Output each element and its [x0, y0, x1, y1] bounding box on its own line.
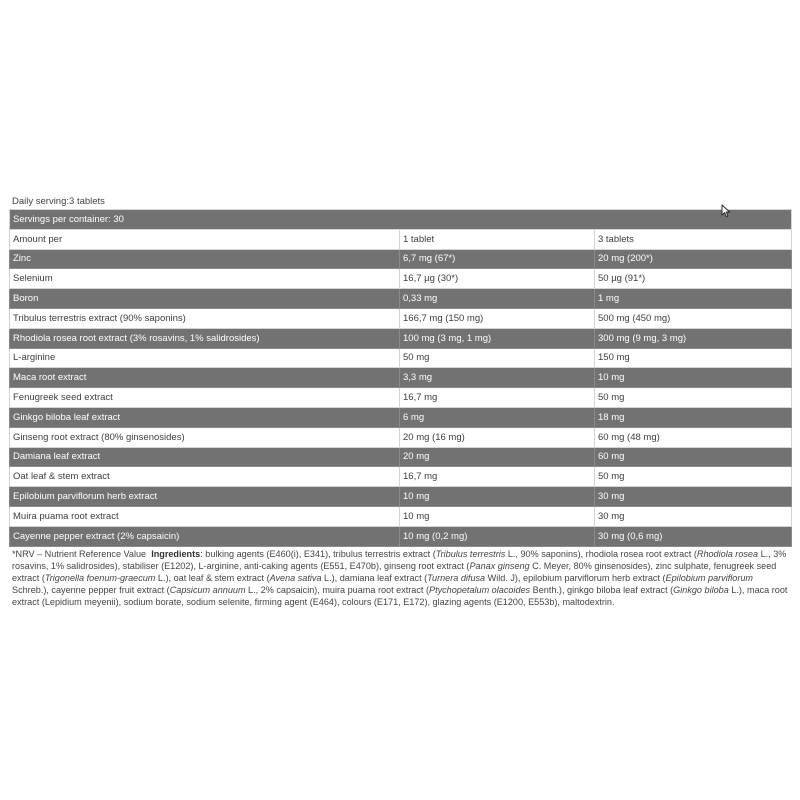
nrv-note: *NRV – Nutrient Reference Value — [12, 548, 147, 559]
servings-per-container: Servings per container: 30 — [10, 210, 792, 230]
ingredient-latin-name: Ginkgo biloba — [673, 585, 729, 596]
nutrient-name: Damiana leaf extract — [10, 447, 400, 467]
table-row — [10, 506, 792, 526]
column-header-amount: Amount per — [10, 229, 400, 249]
ingredient-text: L., 3% rosavins, 1% salidrosides), stabiliser (E1202), L-arginine, anti-caking agents (E551, E470b), ginseng root extract ( — [12, 548, 787, 571]
nutrient-name: Epilobium parviflorum herb extract — [10, 487, 400, 507]
nutrient-name: Muira puama root extract — [10, 506, 400, 526]
nutrient-name: L-arginine — [10, 348, 400, 368]
amount-3-tablets: 20 mg (200*) — [595, 249, 792, 269]
amount-1-tablet: 16,7 µg (30*) — [400, 269, 595, 289]
amount-1-tablet: 50 mg — [400, 348, 595, 368]
amount-1-tablet: 16,7 mg — [400, 467, 595, 487]
ingredient-text: L.), oat leaf & stem extract ( — [155, 572, 270, 583]
table-row — [10, 447, 792, 467]
ingredient-text: Schreb.), cayenne pepper fruit extract ( — [12, 585, 170, 596]
nutrient-name: Tribulus terrestris extract (90% saponins) — [10, 308, 400, 328]
amount-3-tablets: 150 mg — [595, 348, 792, 368]
table-row — [10, 249, 792, 269]
ingredient-text: L.), maca root extract (Lepidium meyenii), sodium borate, sodium selenite, firming agent (E464), colours (E171, E172), glazing agents (E1200, E553b), maltodextrin. — [12, 585, 788, 608]
column-header-1-tablet: 1 tablet — [400, 229, 595, 249]
amount-1-tablet: 0,33 mg — [400, 289, 595, 309]
table-row — [10, 368, 792, 388]
servings-per-container-row — [10, 210, 792, 230]
amount-1-tablet: 166,7 mg (150 mg) — [400, 308, 595, 328]
nutrient-name: Ginkgo biloba leaf extract — [10, 407, 400, 427]
ingredient-latin-name: Panax ginseng — [469, 560, 530, 571]
amount-3-tablets: 30 mg — [595, 506, 792, 526]
table-row — [10, 289, 792, 309]
nutrient-name: Oat leaf & stem extract — [10, 467, 400, 487]
table-row — [10, 427, 792, 447]
ingredient-text: C. Meyer, 80% ginsenosides), zinc sulphate, fenugreek seed extract ( — [12, 560, 777, 583]
nutrient-name: Fenugreek seed extract — [10, 388, 400, 408]
footnote — [9, 547, 791, 609]
table-row — [10, 526, 792, 546]
amount-3-tablets: 50 mg — [595, 388, 792, 408]
amount-1-tablet: 10 mg — [400, 506, 595, 526]
amount-3-tablets: 1 mg — [595, 289, 792, 309]
amount-1-tablet: 3,3 mg — [400, 368, 595, 388]
table-row — [10, 407, 792, 427]
mouse-pointer-icon — [721, 204, 731, 218]
nutrient-name: Ginseng root extract (80% ginsenosides) — [10, 427, 400, 447]
amount-1-tablet: 10 mg — [400, 487, 595, 507]
nutrient-name: Rhodiola rosea root extract (3% rosavins, 1% salidrosides) — [10, 328, 400, 348]
ingredient-text: L.), damiana leaf extract ( — [321, 572, 428, 583]
table-row — [10, 467, 792, 487]
amount-3-tablets: 50 µg (91*) — [595, 269, 792, 289]
nutrient-name: Cayenne pepper extract (2% capsaicin) — [10, 526, 400, 546]
amount-3-tablets: 30 mg — [595, 487, 792, 507]
amount-3-tablets: 10 mg — [595, 368, 792, 388]
amount-1-tablet: 16,7 mg — [400, 388, 595, 408]
ingredient-latin-name: Capsicum annuum — [169, 585, 246, 596]
amount-1-tablet: 20 mg (16 mg) — [400, 427, 595, 447]
daily-serving-label: Daily serving:3 tablets — [12, 196, 105, 207]
table-row — [10, 269, 792, 289]
amount-1-tablet: 6,7 mg (67*) — [400, 249, 595, 269]
table-row — [10, 388, 792, 408]
table-row — [10, 487, 792, 507]
amount-1-tablet: 100 mg (3 mg, 1 mg) — [400, 328, 595, 348]
amount-3-tablets: 18 mg — [595, 407, 792, 427]
ingredient-text: L., 90% saponins), rhodiola rosea root extract ( — [505, 548, 697, 559]
table-row — [10, 308, 792, 328]
nutrient-name: Maca root extract — [10, 368, 400, 388]
nutrient-name: Selenium — [10, 269, 400, 289]
ingredient-latin-name: Ptychopetalum olacoides — [429, 585, 531, 596]
nutrient-name: Zinc — [10, 249, 400, 269]
amount-3-tablets: 30 mg (0,6 mg) — [595, 526, 792, 546]
amount-1-tablet: 20 mg — [400, 447, 595, 467]
ingredient-text: L., 2% capsaicin), muira puama root extract ( — [245, 585, 429, 596]
amount-3-tablets: 60 mg (48 mg) — [595, 427, 792, 447]
nutrition-facts — [9, 195, 791, 609]
amount-1-tablet: 6 mg — [400, 407, 595, 427]
nutrition-table — [9, 209, 792, 547]
amount-3-tablets: 300 mg (9 mg, 3 mg) — [595, 328, 792, 348]
amount-3-tablets: 500 mg (450 mg) — [595, 308, 792, 328]
ingredient-latin-name: Trigonella foenum-graecum — [44, 572, 156, 583]
ingredients-label: Ingredients — [151, 548, 201, 559]
ingredient-latin-name: Turnera difusa — [427, 572, 486, 583]
ingredient-latin-name: Tribulus terrestris — [435, 548, 506, 559]
ingredient-text: Wild. J), epilobium parviflorum herb extract ( — [485, 572, 666, 583]
table-row — [10, 328, 792, 348]
nutrient-name: Boron — [10, 289, 400, 309]
ingredient-latin-name: Rhodiola rosea — [696, 548, 759, 559]
ingredient-text: Benth.), ginkgo biloba leaf extract ( — [530, 585, 674, 596]
table-row — [10, 348, 792, 368]
column-header-3-tablets: 3 tablets — [595, 229, 792, 249]
amount-1-tablet: 10 mg (0,2 mg) — [400, 526, 595, 546]
ingredient-text: : bulking agents (E460(i), E341), tribulus terrestris extract ( — [200, 548, 436, 559]
column-header-row — [10, 229, 792, 249]
amount-3-tablets: 60 mg — [595, 447, 792, 467]
ingredient-latin-name: Avena sativa — [269, 572, 322, 583]
amount-3-tablets: 50 mg — [595, 467, 792, 487]
ingredient-latin-name: Epilobium parviflorum — [665, 572, 753, 583]
